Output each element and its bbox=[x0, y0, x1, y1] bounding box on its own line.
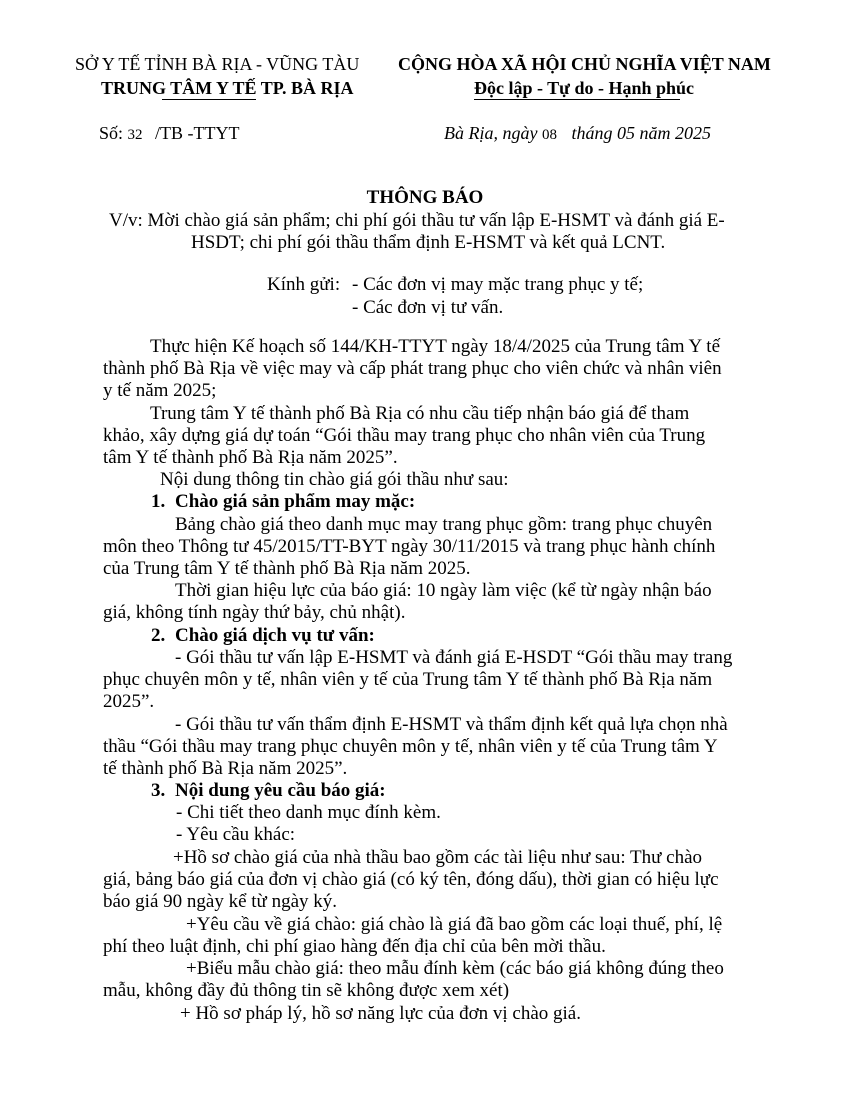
recipients-label: Kính gửi: bbox=[267, 274, 341, 295]
body-line: Bảng chào giá theo danh mục may trang phục gồm: trang phục chuyên bbox=[175, 514, 713, 535]
section-1-title: Chào giá sản phẩm may mặc: bbox=[175, 491, 416, 512]
section-3-number: 3. bbox=[151, 780, 166, 801]
subject-line-1: V/v: Mời chào giá sản phẩm; chi phí gói thầu tư vấn lập E-HSMT và đánh giá E- bbox=[109, 210, 725, 231]
body-line: phí theo luật định, chi phí giao hàng đến địa chỉ của bên mời thầu. bbox=[103, 936, 606, 957]
place-date-prefix: Bà Rịa, ngày bbox=[444, 123, 538, 143]
organization-name: TRUNG TÂM Y TẾ TP. BÀ RỊA bbox=[101, 78, 354, 98]
date-month-year: 05 năm 2025 bbox=[617, 123, 711, 143]
doc-number bbox=[99, 124, 240, 143]
body-line: +Hồ sơ chào giá của nhà thầu bao gồm các tài liệu như sau: Thư chào bbox=[173, 847, 703, 868]
date-month-label: tháng bbox=[571, 123, 613, 143]
body-line: + Hồ sơ pháp lý, hồ sơ năng lực của đơn vị chào giá. bbox=[180, 1003, 581, 1024]
date-day: 08 bbox=[541, 127, 557, 143]
body-line: - Gói thầu tư vấn lập E-HSMT và đánh giá E-HSDT “Gói thầu may trang bbox=[175, 647, 733, 668]
body-line: Thực hiện Kế hoạch số 144/KH-TTYT ngày 18/4/2025 của Trung tâm Y tế bbox=[150, 336, 720, 357]
body-line: Nội dung thông tin chào giá gói thầu như sau: bbox=[160, 469, 509, 490]
body-line: - Chi tiết theo danh mục đính kèm. bbox=[176, 802, 441, 823]
body-line: tế thành phố Bà Rịa năm 2025”. bbox=[103, 758, 348, 779]
place-date bbox=[444, 124, 711, 143]
nation-motto: Độc lập - Tự do - Hạnh phúc bbox=[474, 78, 695, 98]
body-line: thành phố Bà Rịa về việc may và cấp phát trang phục cho viên chức và nhân viên bbox=[103, 358, 722, 379]
body-line: 2025”. bbox=[103, 691, 155, 712]
body-line: tâm Y tế thành phố Bà Rịa năm 2025”. bbox=[103, 447, 398, 468]
nation-title: CỘNG HÒA XÃ HỘI CHỦ NGHĨA VIỆT NAM bbox=[398, 54, 771, 74]
subject-line-2: HSDT; chi phí gói thầu thẩm định E-HSMT và kết quả LCNT. bbox=[191, 232, 666, 253]
doc-number-value: 32 bbox=[127, 127, 143, 143]
body-line: của Trung tâm Y tế thành phố Bà Rịa năm 2025. bbox=[103, 558, 471, 579]
recipient-item: - Các đơn vị may mặc trang phục y tế; bbox=[352, 274, 644, 295]
body-line: Thời gian hiệu lực của báo giá: 10 ngày làm việc (kể từ ngày nhận báo bbox=[175, 580, 712, 601]
section-1-number: 1. bbox=[151, 491, 166, 512]
doc-number-suffix: /TB -TTYT bbox=[155, 123, 240, 143]
body-line: Trung tâm Y tế thành phố Bà Rịa có nhu cầu tiếp nhận báo giá để tham bbox=[150, 403, 690, 424]
body-line: môn theo Thông tư 45/2015/TT-BYT ngày 30/11/2015 và trang phục hành chính bbox=[103, 536, 716, 557]
org-underline bbox=[162, 99, 256, 100]
motto-underline bbox=[474, 99, 680, 100]
recipient-item: - Các đơn vị tư vấn. bbox=[352, 297, 504, 318]
doc-number-prefix: Số: bbox=[99, 123, 124, 143]
body-line: mẫu, không đầy đủ thông tin sẽ không được xem xét) bbox=[103, 980, 510, 1001]
body-line: y tế năm 2025; bbox=[103, 380, 217, 401]
body-line: - Yêu cầu khác: bbox=[176, 824, 296, 845]
page-title: THÔNG BÁO bbox=[366, 187, 484, 208]
body-line: giá, bảng báo giá của đơn vị chào giá (có ký tên, đóng dấu), thời gian có hiệu lực bbox=[103, 869, 719, 890]
department-name: SỞ Y TẾ TỈNH BÀ RỊA - VŨNG TÀU bbox=[75, 54, 360, 74]
section-3-title: Nội dung yêu cầu báo giá: bbox=[175, 780, 386, 801]
body-line: thầu “Gói thầu may trang phục chuyên môn y tế, nhân viên y tế của Trung tâm Y bbox=[103, 736, 718, 757]
body-line: phục chuyên môn y tế, nhân viên y tế của Trung tâm Y tế thành phố Bà Rịa năm bbox=[103, 669, 713, 690]
body-line: +Yêu cầu về giá chào: giá chào là giá đã bao gồm các loại thuế, phí, lệ bbox=[186, 914, 723, 935]
body-line: giá, không tính ngày thứ bảy, chủ nhật). bbox=[103, 602, 406, 623]
section-2-number: 2. bbox=[151, 625, 166, 646]
body-line: - Gói thầu tư vấn thẩm định E-HSMT và thẩm định kết quả lựa chọn nhà bbox=[175, 714, 728, 735]
body-line: báo giá 90 ngày kể từ ngày ký. bbox=[103, 891, 338, 912]
body-line: +Biểu mẫu chào giá: theo mẫu đính kèm (các báo giá không đúng theo bbox=[186, 958, 724, 979]
body-line: khảo, xây dựng giá dự toán “Gói thầu may trang phục cho nhân viên của Trung bbox=[103, 425, 706, 446]
section-2-title: Chào giá dịch vụ tư vấn: bbox=[175, 625, 375, 646]
